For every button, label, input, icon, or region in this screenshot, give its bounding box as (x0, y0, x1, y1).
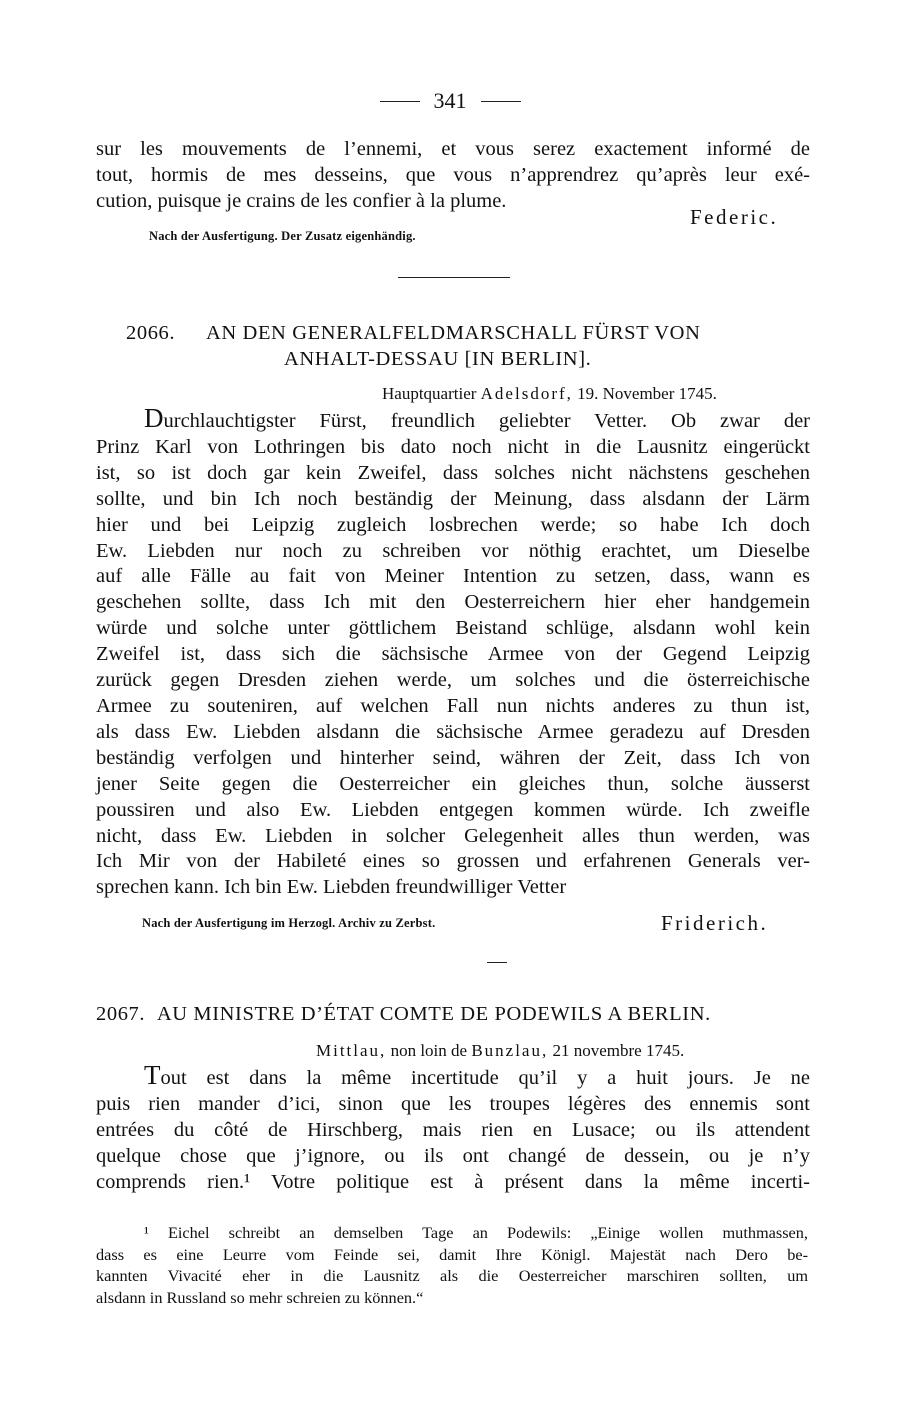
text-line: quelque chose que j’ignore, ou ils ont changé de dessein, ou je n’y (96, 1144, 810, 1167)
footnote-line: kannten Vivacité eher in die Lausnitz als die Oesterreicher marschiren sollten, um (96, 1266, 808, 1285)
dropcap: D (144, 403, 164, 433)
letter-2066-paragraph (96, 403, 810, 901)
signature-federic: Federic. (690, 205, 779, 229)
text-line: sprechen kann. Ich bin Ew. Liebden freundwilliger Vetter (96, 876, 567, 899)
text-line: hier und bei Leipzig zugleich losbrechen werde; so habe Ich doch (96, 513, 810, 536)
title-line: AU MINISTRE D’ÉTAT COMTE DE PODEWILS A BERLIN. (156, 1003, 711, 1025)
place-name-2: Bunzlau, (471, 1041, 549, 1060)
letter-2066-title (96, 320, 810, 372)
text-line: Zweifel ist, dass sich die sächsische Armee von der Gegend Leipzig (96, 643, 810, 666)
source-note-2066: Nach der Ausfertigung im Herzogl. Archiv zu Zerbst. (142, 916, 436, 930)
footnote (96, 1222, 808, 1308)
section-divider (398, 277, 510, 278)
text-line: jener Seite gegen die Oesterreicher ein gleiches thun, solche äusserst (96, 772, 810, 795)
letter-2066-place-date (382, 384, 717, 404)
text-line: Ich Mir von der Habileté eines so grossen und erfahrenen Generals ver- (96, 850, 810, 873)
header-dash-left (380, 101, 420, 102)
place-name: Mittlau, (316, 1041, 387, 1060)
place-date: 19. November 1745. (577, 384, 717, 403)
place-prefix: Hauptquartier (382, 384, 477, 403)
dropcap: T (144, 1060, 161, 1090)
text-line: würde und solche unter göttlichem Beistand schlüge, alsdann wohl kein (96, 617, 810, 640)
text-line: nicht, dass Ew. Liebden in solcher Gelegenheit alles thun werden, was (96, 824, 810, 847)
text-line: zurück gegen Dresden ziehen werde, um solches und die österreichische (96, 669, 810, 692)
text-line: geschehen sollte, dass Ich mit den Oesterreichern hier eher handgemein (96, 591, 810, 614)
page-number: 341 (433, 88, 467, 113)
previous-letter-ending (96, 137, 810, 215)
text-line: sollte, und bin Ich noch beständig der Meinung, dass alsdann der Lärm (96, 487, 810, 510)
letter-number: 2067. (96, 1003, 146, 1025)
place-mid: non loin de (390, 1041, 468, 1060)
signature-friderich: Friderich. (661, 911, 769, 935)
letter-2067-body (96, 1060, 810, 1196)
page-header (0, 88, 900, 114)
source-note-top: Nach der Ausfertigung. Der Zusatz eigenhändig. (149, 229, 416, 243)
title-line-2: ANHALT-DESSAU [IN BERLIN]. (284, 348, 592, 370)
text-line: Prinz Karl von Lothringen bis dato noch nicht in die Lausnitz eingerückt (96, 435, 810, 458)
text-line: cution, puisque je crains de les confier à la plume. (96, 189, 507, 212)
text-line: entrées du côté de Hirschberg, mais rien en Lusace; ou ils attendent (96, 1118, 810, 1141)
text-line: sur les mouvements de l’ennemi, et vous serez exactement informé de (96, 138, 810, 160)
letter-2066-body (96, 403, 810, 901)
footnote-line: dass es eine Leurre vom Feinde sei, damit Ihre Königl. Majestät nach Dero be- (96, 1244, 808, 1264)
place-date: 21 novembre 1745. (552, 1041, 685, 1060)
section-divider-short (487, 962, 507, 963)
text-line: Ew. Liebden nur noch zu schreiben vor nöthig erachtet, um Dieselbe (96, 539, 810, 562)
letter-2067-title (96, 1001, 810, 1027)
place-name: Adelsdorf, (480, 384, 573, 403)
text-line: als dass Ew. Liebden alsdann die sächsische Armee geradezu auf Dresden (96, 720, 810, 743)
footnote-marker: ¹ (144, 1223, 149, 1242)
letter-2067-paragraph (96, 1060, 810, 1196)
text-line: tout, hormis de mes desseins, que vous n’apprendrez qu’après leur exé- (96, 163, 810, 186)
header-dash-right (481, 101, 521, 102)
text-line: auf alle Fälle au fait von Meiner Intention zu setzen, dass, wann es (96, 565, 810, 588)
previous-letter-text (96, 137, 810, 215)
text-line: puis rien mander d’ici, sinon que les troupes légères des ennemis sont (96, 1092, 810, 1115)
text-line (96, 403, 810, 435)
footnote-line (96, 1222, 808, 1244)
title-line-1: AN DEN GENERALFELDMARSCHALL FÜRST VON (206, 322, 701, 344)
text-line-content: urchlauchtigster Fürst, freundlich geliebter Vetter. Ob zwar der (163, 410, 810, 432)
text-line-content: out est dans la même incertitude qu’il y a huit jours. Je ne (160, 1067, 810, 1089)
text-line: Armee zu souteniren, auf welchen Fall nun nichts anderes zu thun ist, (96, 694, 810, 717)
footnote-line: alsdann in Russland so mehr schreien zu können.“ (96, 1287, 424, 1307)
text-line (96, 1060, 810, 1092)
text-line: beständig verfolgen und hinterher seind, währen der Zeit, dass Ich von (96, 746, 810, 769)
footnote-line-content: Eichel schreibt an demselben Tage an Podewils: „Einige wollen muthmassen, (167, 1223, 808, 1242)
letter-number: 2066. (126, 322, 176, 344)
letter-2067-place-date (316, 1041, 684, 1061)
text-line: poussiren und also Ew. Liebden entgegen kommen würde. Ich zweifle (96, 798, 810, 821)
text-line: comprends rien.¹ Votre politique est à présent dans la même incerti- (96, 1170, 810, 1193)
text-line: ist, so ist doch gar kein Zweifel, dass solches nicht nächstens geschehen (96, 461, 810, 484)
